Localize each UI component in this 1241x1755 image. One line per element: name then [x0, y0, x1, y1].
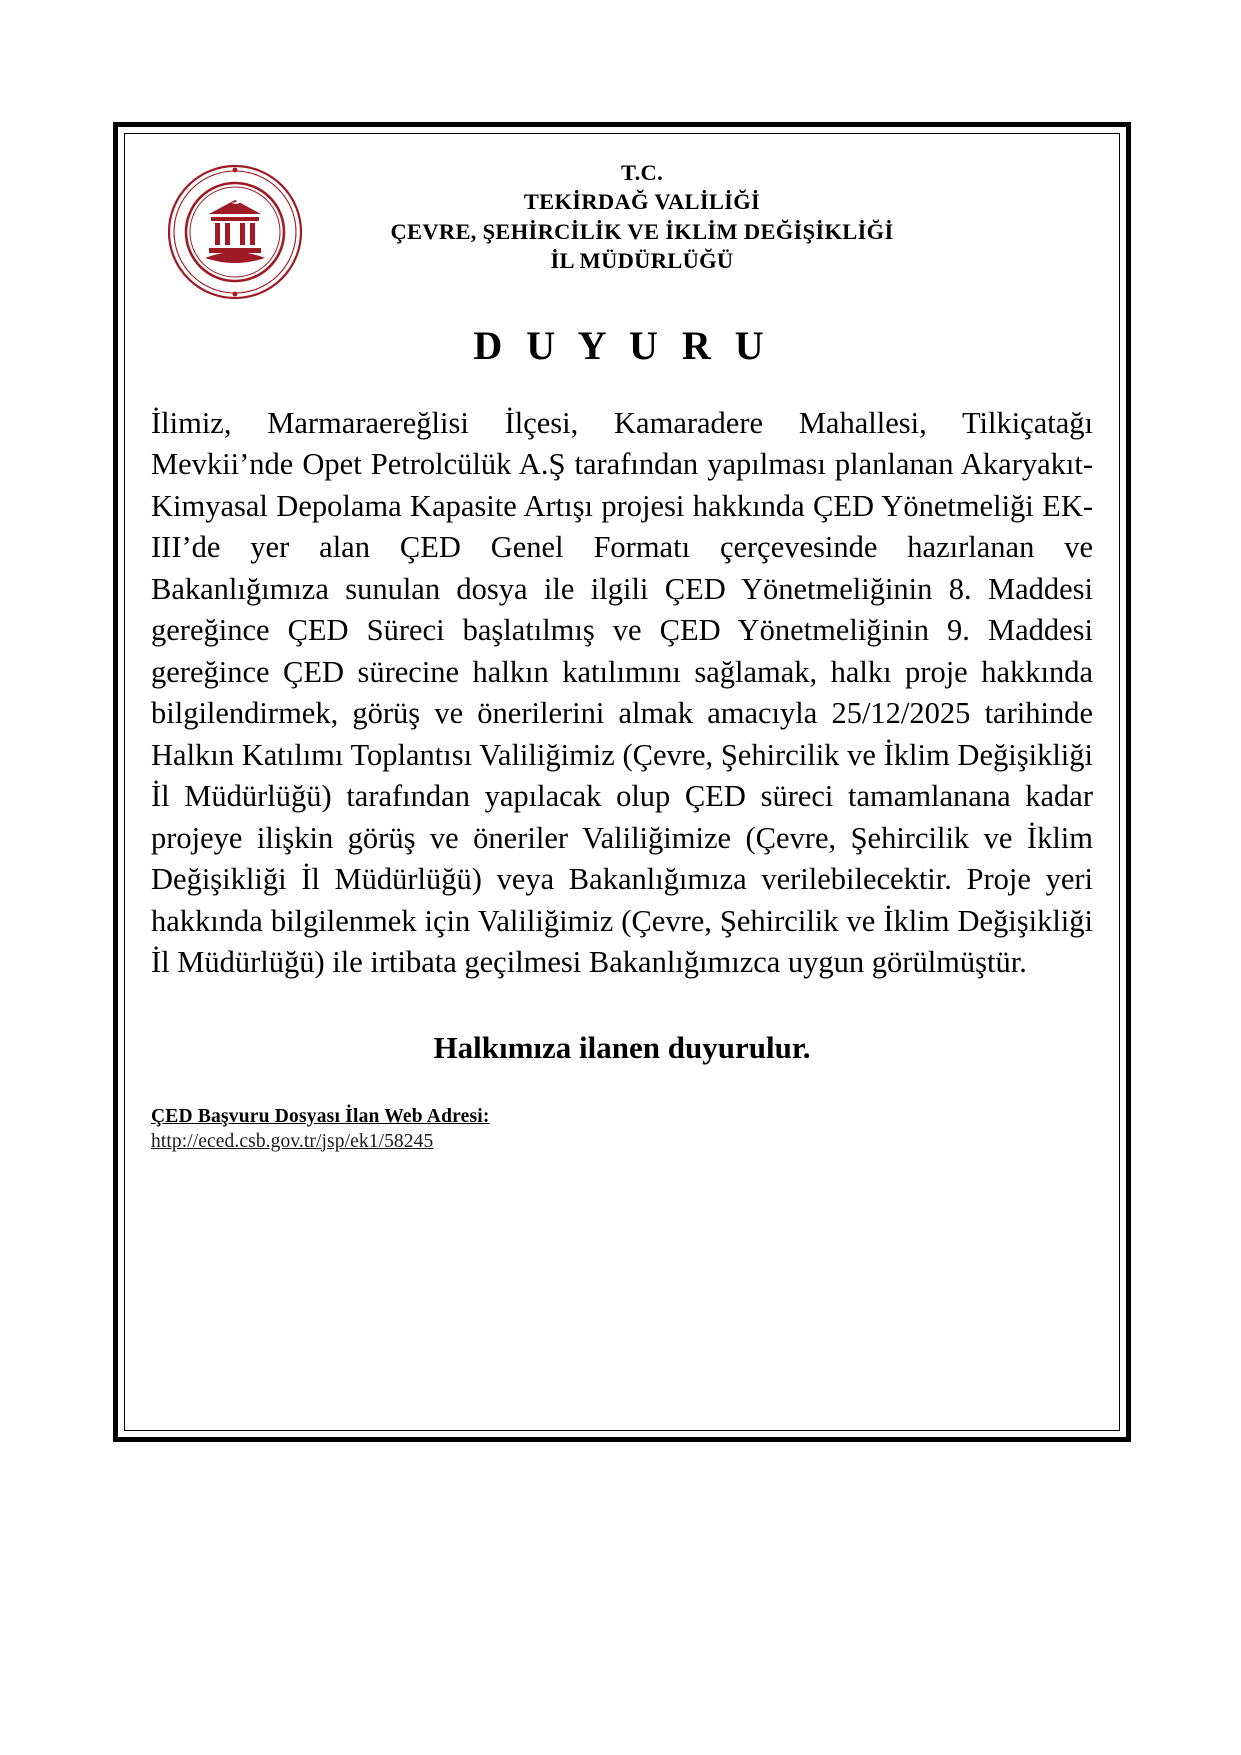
header-line-2: TEKİRDAĞ VALİLİĞİ [523, 189, 761, 215]
header-line-4: İL MÜDÜRLÜĞÜ [550, 247, 734, 273]
notice-border-frame [113, 122, 1131, 1442]
ministry-emblem-icon [165, 162, 305, 302]
footer-section [151, 1106, 1093, 1153]
document-header [151, 152, 1093, 282]
closing-statement: Halkımıza ilanen duyurulur. [433, 1029, 811, 1065]
ced-application-file-link[interactable]: http://eced.csb.gov.tr/jsp/ek1/58245 [151, 1130, 434, 1152]
header-line-3: ÇEVRE, ŞEHİRCİLİK VE İKLİM DEĞİŞİKLİĞİ [390, 218, 894, 244]
notice-content [124, 133, 1120, 1431]
announcement-paragraph: İlimiz, Marmaraereğlisi İlçesi, Kamaradere Mahallesi, Tilkiçatağı Mevkii’nde Opet Petrolcülük A.Ş tarafından yapılması planlanan Akaryakıt-Kimyasal Depolama Kapasite Artışı projesi hakkında ÇED Yönetmeliği EK-III’de yer alan ÇED Genel Formatı çerçevesinde hazırlanan ve Bakanlığımıza sunulan dosya ile ilgili ÇED Yönetmeliğinin 8. Maddesi gereğince ÇED Süreci başlatılmış ve ÇED Yönetmeliğinin 9. Maddesi gereğince ÇED sürecine halkın katılımını sağlamak, halkı proje hakkında bilgilendirmek, görüş ve önerilerini almak amacıyla 25/12/2025 tarihinde Halkın Katılımı Toplantısı Valiliğimiz (Çevre, Şehircilik ve İklim Değişikliği İl Müdürlüğü) tarafından yapılacak olup ÇED süreci tamamlanana kadar projeye ilişkin görüş ve öneriler Valiliğimize (Çevre, Şehircilik ve İklim Değişikliği İl Müdürlüğü) veya Bakanlığımıza verilebilecektir. Proje yeri hakkında bilgilenmek için Valiliğimiz (Çevre, Şehircilik ve İklim Değişikliği İl Müdürlüğü) ile irtibata geçilmesi Bakanlığımızca uygun görülmüştür. [151, 406, 1093, 980]
announcement-body [151, 403, 1093, 984]
header-line-1: T.C. [620, 160, 664, 185]
page-title: D U Y U R U [473, 323, 771, 368]
footer-label: ÇED Başvuru Dosyası İlan Web Adresi: [151, 1105, 490, 1127]
